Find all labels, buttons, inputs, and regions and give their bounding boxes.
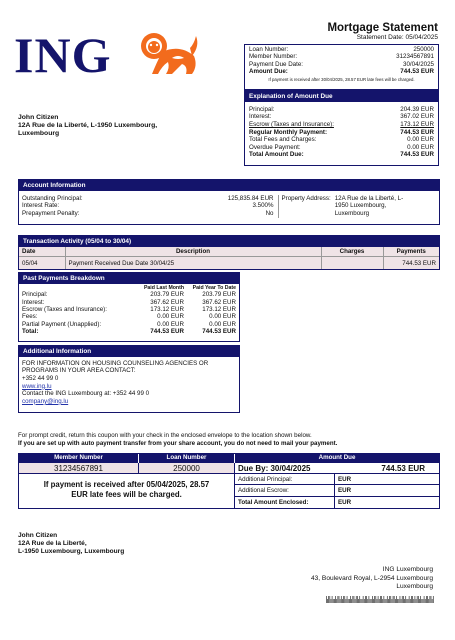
barcode-bar [381,596,382,603]
transaction-box [18,235,440,270]
postal-barcode [326,596,436,603]
past-payment-last: 173.12 EUR [150,305,184,313]
coupon-due-amount: 744.53 EUR [381,464,425,473]
summary-row [249,68,434,75]
account-row-value: No [265,209,274,217]
barcode-bar [367,599,368,603]
barcode-bar [411,596,412,603]
account-row-value: 3.500% [252,202,274,210]
coupon-extra-row [235,474,439,485]
past-payment-ytd: 0.00 EUR [209,313,236,321]
email-link[interactable]: company@ing.lu [22,397,69,405]
past-payments-box [18,272,240,342]
additional-info-box [18,345,240,413]
barcode-bar [397,599,398,603]
barcode-bar [327,599,328,603]
explanation-row-label: Principal: [249,105,275,113]
barcode-bar [341,596,342,603]
explanation-row [249,144,434,152]
barcode-bar [418,596,419,603]
ing-logo-text: ING [14,27,112,83]
past-payments-header: Past Payments Breakdown [19,273,239,284]
barcode-bar [342,599,343,603]
barcode-bar [420,596,421,603]
barcode-bar [362,599,363,603]
barcode-bar [396,596,397,603]
barcode-bar [333,599,334,603]
barcode-bar [365,596,366,603]
barcode-bar [405,596,406,603]
barcode-bar [372,596,373,603]
table-row [22,306,236,313]
account-row [22,202,274,209]
barcode-bar [375,596,376,603]
ing-address [311,566,433,592]
account-info-header: Account Information [19,180,439,191]
barcode-bar [417,596,418,603]
property-address-value: 12A Rue de la Liberté, L-1950 Luxembourg, Luxembourg [334,194,404,217]
barcode-bar [387,596,388,603]
explanation-row [249,151,434,159]
coupon-due-date: Due By: 30/04/2025 [238,464,311,473]
explanation-row-label: Regular Monthly Payment: [249,128,328,136]
account-row-label: Outstanding Principal: [22,194,83,202]
past-payments-col-1: Paid Last Month [143,284,184,291]
explanation-row [249,136,434,144]
past-payment-last: 0.00 EUR [157,313,184,321]
past-payment-label: Fees: [22,313,38,321]
summary-row-value: 744.53 EUR [400,68,434,76]
barcode-bar [361,599,362,603]
past-payment-ytd: 0.00 EUR [209,320,236,328]
past-payment-last: 0.00 EUR [157,320,184,328]
explanation-row-value: 744.53 EUR [400,128,434,136]
barcode-bar [395,599,396,603]
transaction-payments: 744.53 EUR [402,260,436,268]
barcode-bar [336,599,337,603]
account-info-box [18,179,440,225]
barcode-bar [385,599,386,603]
transaction-description: Payment Received Due Date 30/04/25 [65,257,321,269]
barcode-bar [350,596,351,603]
coupon-member-number: 31234567891 [19,463,139,473]
barcode-bar [366,596,367,603]
summary-row-value: 31234567891 [396,53,434,61]
col-date: Date [19,247,65,257]
barcode-bar [390,596,391,603]
barcode-bar [401,599,402,603]
explanation-row-label: Escrow (Taxes and Insurance): [249,121,334,128]
barcode-bar [432,599,433,603]
barcode-bar [433,596,434,603]
sender-name: John Citizen [18,532,58,539]
barcode-bar [400,596,401,603]
explanation-row [249,106,434,114]
barcode-bar [339,596,340,603]
explanation-row-value: 173.12 EUR [400,121,434,128]
barcode-bar [374,596,375,603]
barcode-bar [392,599,393,603]
barcode-bar [424,596,425,603]
coupon-extra-input[interactable]: EUR [338,476,352,483]
barcode-bar [338,596,339,603]
barcode-bar [346,599,347,603]
recipient-address [18,114,157,139]
summary-row [249,53,434,60]
barcode-bar [402,596,403,603]
table-row [22,291,236,298]
explanation-row-value: 0.00 EUR [407,143,434,151]
explanation-row-value: 744.53 EUR [400,151,434,159]
coupon-extra-label: Total Amount Enclosed: [235,497,335,508]
barcode-bar [421,599,422,603]
barcode-bar [329,596,330,603]
barcode-bar [347,596,348,603]
transaction-charges [321,257,383,269]
additional-info-header: Additional Information [19,346,239,357]
past-payment-last: 744.53 EUR [150,328,184,336]
explanation-row-value: 367.02 EUR [400,113,434,121]
barcode-bar [340,599,341,603]
barcode-bar [328,596,329,603]
barcode-bar [410,599,411,603]
barcode-bar [386,599,387,603]
barcode-bar [415,596,416,603]
coupon-loan-number: 250000 [139,463,235,473]
summary-row [249,46,434,53]
barcode-bar [398,599,399,603]
account-row-label: Interest Rate: [22,202,60,210]
sender-line2: L-1950 Luxembourg, Luxembourg [18,548,125,556]
barcode-bar [355,599,356,603]
col-payments: Payments [396,247,426,255]
past-payment-last: 367.62 EUR [150,298,184,306]
explanation-row-label: Total Fees and Charges: [249,136,317,144]
past-payments-col-2: Paid Year To Date [192,284,236,291]
barcode-bar [409,596,410,603]
table-row [22,313,236,320]
summary-row-label: Member Number: [249,53,298,61]
explanation-box [244,90,439,166]
coupon-extra-input[interactable]: EUR [338,487,352,495]
recipient-line2: Luxembourg [18,130,60,138]
explanation-row-label: Interest: [249,113,272,121]
contact-text: Contact the ING Luxembourg at: +352 44 99 0 [22,390,150,398]
explanation-row [249,121,434,129]
statement-title: Mortgage Statement [327,22,438,34]
past-payment-label: Escrow (Taxes and Insurance): [22,305,107,313]
barcode-bar [359,596,360,603]
barcode-bar [364,599,365,603]
barcode-bar [370,599,371,603]
barcode-bar [331,599,332,603]
barcode-bar [403,596,404,603]
transaction-header-row [19,247,439,257]
coupon-loan-header: Loan Number [139,454,235,463]
barcode-bar [419,599,420,603]
past-payment-label: Partial Payment (Unapplied): [22,320,102,328]
coupon-late-fee-note: If payment is received after 05/04/2025, 28.57 EUR late fees will be charged. [19,474,235,508]
barcode-bar [357,596,358,603]
account-row [22,195,274,202]
late-fee-note: If payment is received after 30/04/2025, 28.57 EUR late fees will be charged. [268,76,415,82]
past-payment-ytd: 173.12 EUR [202,305,236,313]
table-row [22,321,236,328]
coupon-extra-row [235,485,439,496]
barcode-bar [354,596,355,603]
barcode-bar [427,596,428,603]
barcode-bar [393,596,394,603]
explanation-row [249,129,434,137]
col-charges: Charges [321,247,383,257]
transaction-header: Transaction Activity (05/04 to 30/04) [19,236,439,247]
table-row [22,328,236,335]
barcode-bar [416,599,417,603]
barcode-bar [373,599,374,603]
past-payment-ytd: 203.79 EUR [202,291,236,299]
summary-row-label: Loan Number: [249,46,289,53]
explanation-row-value: 0.00 EUR [407,136,434,144]
sender-address [18,532,124,557]
ing-logo [14,28,194,83]
coupon-member-header: Member Number [19,454,139,463]
summary-row-label: Payment Due Date: [249,60,303,68]
summary-row [249,61,434,68]
recipient-line1: 12A Rue de la Liberté, L-1950 Luxembourg, [18,122,158,130]
barcode-bar [407,599,408,603]
barcode-bar [388,599,389,603]
barcode-bar [379,599,380,603]
barcode-bar [378,596,379,603]
barcode-bar [384,596,385,603]
barcode-bar [431,596,432,603]
account-row-label: Prepayment Penalty: [22,209,80,217]
barcode-bar [404,599,405,603]
counseling-phone: +352 44 99 0 [22,375,59,382]
barcode-bar [380,596,381,603]
table-row [19,257,439,269]
statement-date: Statement Date: 05/04/2025 [356,34,438,41]
website-link[interactable]: www.ing.lu [22,382,52,390]
table-row [22,299,236,306]
account-row [22,210,274,217]
barcode-bar [335,596,336,603]
summary-box [244,44,439,90]
coupon-extra-input[interactable]: EUR [338,498,352,506]
barcode-bar [358,599,359,603]
barcode-bar [426,596,427,603]
summary-row-value: 250000 [413,46,434,53]
coupon-amount-header: Amount Due [235,454,439,463]
payment-coupon [18,453,440,509]
coupon-extra-row [235,497,439,508]
coupon-extra-label: Additional Escrow: [235,485,335,495]
past-payment-label: Principal: [22,291,48,299]
barcode-bar [363,596,364,603]
explanation-row-label: Total Amount Due: [249,151,304,159]
barcode-bar [389,596,390,603]
barcode-bar [344,596,345,603]
recipient-name: John Citizen [18,114,59,121]
barcode-bar [352,596,353,603]
auto-payment-note: If you are set up with auto payment transfer from your share account, you do not need to mail your payment. [18,439,338,447]
barcode-bar [412,596,413,603]
sender-line1: 12A Rue de la Liberté, [18,540,87,548]
barcode-bar [326,596,327,603]
barcode-bar [371,599,372,603]
barcode-bar [369,596,370,603]
summary-row-value: 30/04/2025 [403,60,434,68]
explanation-row-label: Overdue Payment: [249,143,301,151]
barcode-bar [332,596,333,603]
barcode-bar [425,599,426,603]
barcode-bar [377,599,378,603]
barcode-bar [428,599,429,603]
transaction-date: 05/04 [19,257,65,269]
barcode-bar [382,599,383,603]
col-description: Description [65,247,321,257]
barcode-bar [413,599,414,603]
coupon-instructions: For prompt credit, return this coupon with your check in the enclosed envelope to the location shown below. [18,432,312,439]
counseling-text: FOR INFORMATION ON HOUSING COUNSELING AGENCIES OR PROGRAMS IN YOUR AREA CONTACT: [22,359,209,375]
past-payment-last: 203.79 EUR [150,291,184,299]
property-address-label: Property Address: [281,194,331,202]
barcode-bar [343,596,344,603]
explanation-header: Explanation of Amount Due [245,91,438,102]
lion-icon [132,30,202,80]
past-payment-label: Interest: [22,298,45,306]
explanation-row [249,113,434,121]
barcode-bar [334,599,335,603]
past-payment-ytd: 744.53 EUR [202,328,236,336]
barcode-bar [423,599,424,603]
account-row-value: 125,835.84 EUR [227,194,274,202]
explanation-row-value: 204.39 EUR [400,105,434,113]
barcode-bar [394,596,395,603]
ing-address-line2: Luxembourg [396,583,433,591]
barcode-bar [430,596,431,603]
past-payment-label: Total: [22,328,39,336]
summary-row-label: Amount Due: [249,68,288,76]
barcode-bar [348,599,349,603]
ing-address-name: ING Luxembourg [382,566,433,573]
coupon-extra-label: Additional Principal: [235,474,335,484]
ing-address-line1: 43, Boulevard Royal, L-2954 Luxembourg [310,574,433,582]
barcode-bar [408,599,409,603]
barcode-bar [356,596,357,603]
barcode-bar [351,599,352,603]
barcode-bar [349,599,350,603]
past-payment-ytd: 367.62 EUR [202,298,236,306]
